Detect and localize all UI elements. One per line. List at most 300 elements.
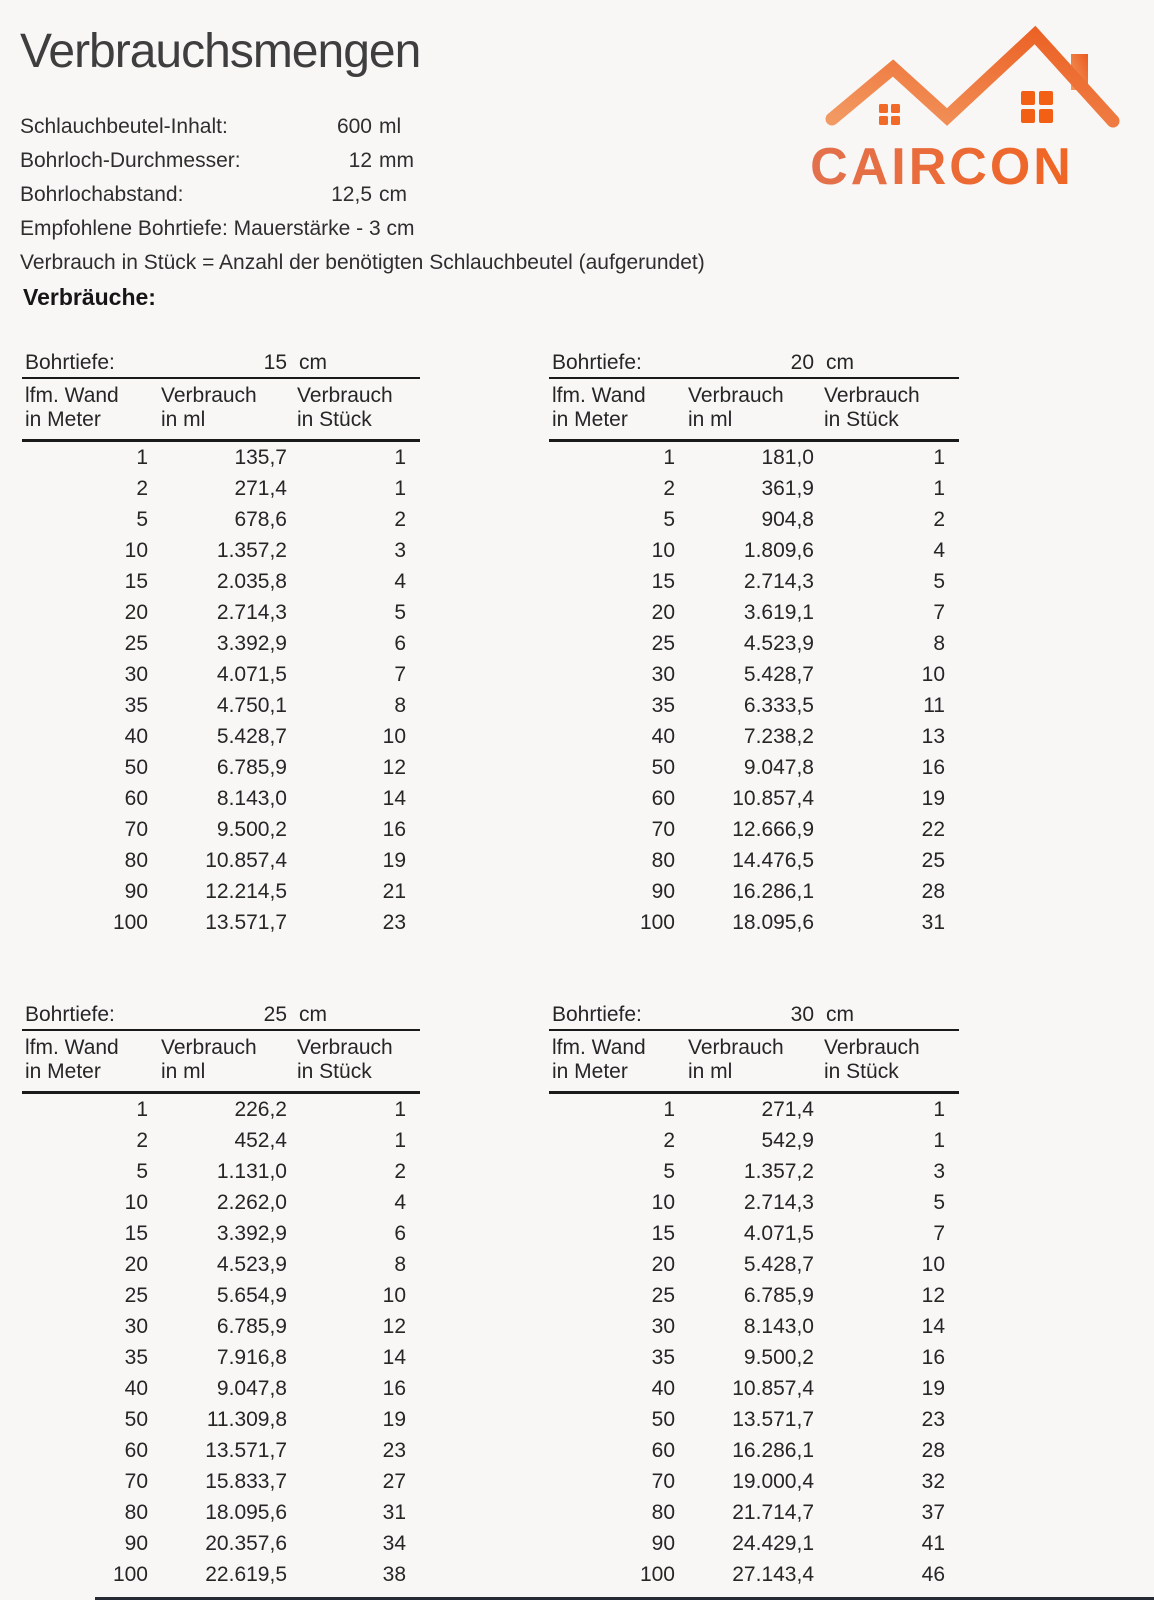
cell-verbrauch-stueck: 7 — [933, 600, 945, 624]
depth-label: Bohrtiefe: — [552, 350, 642, 374]
cell-lfm-wand: 20 — [124, 1252, 148, 1276]
spec-unit: cm — [379, 183, 407, 206]
cell-lfm-wand: 60 — [124, 1438, 148, 1462]
cell-verbrauch-stueck: 1 — [933, 476, 945, 500]
cell-lfm-wand: 50 — [124, 755, 148, 779]
cell-verbrauch-stueck: 5 — [933, 569, 945, 593]
table-row — [549, 1218, 959, 1249]
table-row — [22, 845, 420, 876]
table-row — [22, 1435, 420, 1466]
cell-lfm-wand: 5 — [663, 1159, 675, 1183]
cell-verbrauch-ml: 2.714,3 — [216, 600, 287, 624]
cell-verbrauch-stueck: 7 — [394, 662, 406, 686]
cell-verbrauch-stueck: 19 — [921, 1376, 945, 1400]
cell-verbrauch-ml: 13.571,7 — [732, 1407, 814, 1431]
table-row — [549, 473, 959, 504]
cell-verbrauch-ml: 7.238,2 — [743, 724, 814, 748]
cell-verbrauch-stueck: 12 — [382, 755, 406, 779]
cell-verbrauch-stueck: 31 — [382, 1500, 406, 1524]
column-header: Verbrauch in Stück — [297, 1036, 393, 1083]
cell-verbrauch-stueck: 1 — [933, 1128, 945, 1152]
cell-verbrauch-stueck: 28 — [921, 879, 945, 903]
cell-verbrauch-stueck: 1 — [394, 476, 406, 500]
table-row — [549, 1404, 959, 1435]
cell-verbrauch-ml: 20.357,6 — [205, 1531, 287, 1555]
cell-verbrauch-stueck: 6 — [394, 631, 406, 655]
depth-label: Bohrtiefe: — [25, 1002, 115, 1026]
cell-verbrauch-ml: 4.523,9 — [216, 1252, 287, 1276]
cell-lfm-wand: 10 — [651, 1190, 675, 1214]
table-row — [549, 1156, 959, 1187]
table-row — [22, 1125, 420, 1156]
cell-verbrauch-stueck: 6 — [394, 1221, 406, 1245]
cell-verbrauch-ml: 135,7 — [234, 445, 287, 469]
section-heading: Verbräuche: — [23, 284, 156, 310]
page-title: Verbrauchsmengen — [20, 25, 421, 78]
cell-verbrauch-ml: 2.714,3 — [743, 1190, 814, 1214]
cell-lfm-wand: 15 — [124, 569, 148, 593]
cell-lfm-wand: 25 — [124, 631, 148, 655]
cell-lfm-wand: 50 — [651, 1407, 675, 1431]
big-house-window-icon — [1021, 91, 1053, 123]
cell-lfm-wand: 25 — [651, 1283, 675, 1307]
table-row — [549, 783, 959, 814]
cell-lfm-wand: 50 — [124, 1407, 148, 1431]
consumption-table-30cm — [549, 1000, 959, 1590]
table-row — [549, 907, 959, 938]
column-header-row — [549, 1031, 959, 1094]
cell-verbrauch-ml: 2.262,0 — [216, 1190, 287, 1214]
cell-verbrauch-ml: 19.000,4 — [732, 1469, 814, 1493]
roofline-shape — [832, 35, 1113, 121]
table-row — [549, 1280, 959, 1311]
cell-verbrauch-ml: 4.523,9 — [743, 631, 814, 655]
cell-verbrauch-stueck: 32 — [921, 1469, 945, 1493]
small-house-window-icon — [879, 104, 900, 125]
cell-verbrauch-stueck: 2 — [933, 507, 945, 531]
table-row — [22, 597, 420, 628]
cell-verbrauch-ml: 542,9 — [761, 1128, 814, 1152]
table-row — [22, 1280, 420, 1311]
table-row — [22, 1249, 420, 1280]
cell-verbrauch-ml: 16.286,1 — [732, 1438, 814, 1462]
cell-verbrauch-stueck: 3 — [933, 1159, 945, 1183]
cell-lfm-wand: 20 — [651, 1252, 675, 1276]
cell-verbrauch-ml: 8.143,0 — [216, 786, 287, 810]
column-header: Verbrauch in ml — [161, 1036, 257, 1083]
table-row — [22, 1311, 420, 1342]
cell-verbrauch-stueck: 23 — [921, 1407, 945, 1431]
column-header: Verbrauch in ml — [161, 384, 257, 431]
cell-verbrauch-stueck: 38 — [382, 1562, 406, 1586]
cell-verbrauch-ml: 6.785,9 — [216, 1314, 287, 1338]
column-header: Verbrauch in ml — [688, 384, 784, 431]
cell-lfm-wand: 1 — [136, 445, 148, 469]
cell-lfm-wand: 2 — [663, 476, 675, 500]
cell-verbrauch-ml: 271,4 — [761, 1097, 814, 1121]
cell-lfm-wand: 2 — [663, 1128, 675, 1152]
cell-verbrauch-stueck: 1 — [933, 1097, 945, 1121]
cell-verbrauch-ml: 8.143,0 — [743, 1314, 814, 1338]
table-row — [549, 1435, 959, 1466]
cell-verbrauch-ml: 361,9 — [761, 476, 814, 500]
consumption-table-20cm — [549, 348, 959, 938]
cell-verbrauch-ml: 9.500,2 — [743, 1345, 814, 1369]
consumption-table-25cm — [22, 1000, 420, 1590]
table-row — [22, 659, 420, 690]
table-row — [22, 721, 420, 752]
cell-lfm-wand: 15 — [124, 1221, 148, 1245]
cell-verbrauch-stueck: 12 — [921, 1283, 945, 1307]
cell-verbrauch-stueck: 37 — [921, 1500, 945, 1524]
cell-verbrauch-stueck: 8 — [394, 1252, 406, 1276]
cell-verbrauch-stueck: 2 — [394, 1159, 406, 1183]
table-row — [549, 1249, 959, 1280]
table-row — [549, 1094, 959, 1125]
cell-verbrauch-ml: 226,2 — [234, 1097, 287, 1121]
cell-verbrauch-ml: 1.357,2 — [743, 1159, 814, 1183]
table-row — [549, 814, 959, 845]
cell-verbrauch-stueck: 13 — [921, 724, 945, 748]
cell-lfm-wand: 35 — [651, 693, 675, 717]
cell-verbrauch-stueck: 14 — [921, 1314, 945, 1338]
cell-verbrauch-ml: 14.476,5 — [732, 848, 814, 872]
column-header: Verbrauch in Stück — [297, 384, 393, 431]
table-row — [549, 597, 959, 628]
cell-lfm-wand: 15 — [651, 569, 675, 593]
cell-lfm-wand: 1 — [136, 1097, 148, 1121]
cell-verbrauch-stueck: 16 — [921, 1345, 945, 1369]
table-row — [549, 504, 959, 535]
spec-row — [20, 110, 705, 144]
cell-lfm-wand: 90 — [124, 879, 148, 903]
table-row — [549, 845, 959, 876]
table-row — [549, 1125, 959, 1156]
table-row — [549, 876, 959, 907]
spec-label: Bohrloch-Durchmesser: — [20, 149, 241, 172]
cell-verbrauch-ml: 9.047,8 — [743, 755, 814, 779]
cell-verbrauch-stueck: 22 — [921, 817, 945, 841]
cell-verbrauch-ml: 13.571,7 — [205, 910, 287, 934]
cell-verbrauch-stueck: 19 — [382, 1407, 406, 1431]
cell-verbrauch-ml: 4.750,1 — [216, 693, 287, 717]
cell-lfm-wand: 70 — [124, 817, 148, 841]
table-row — [22, 1466, 420, 1497]
cell-verbrauch-ml: 4.071,5 — [743, 1221, 814, 1245]
cell-verbrauch-stueck: 1 — [394, 1128, 406, 1152]
cell-verbrauch-stueck: 16 — [921, 755, 945, 779]
column-header: lfm. Wand in Meter — [25, 1036, 119, 1083]
cell-verbrauch-ml: 5.654,9 — [216, 1283, 287, 1307]
table-caption-row — [22, 1000, 420, 1031]
cell-verbrauch-ml: 10.857,4 — [732, 786, 814, 810]
cell-verbrauch-stueck: 27 — [382, 1469, 406, 1493]
column-header: Verbrauch in Stück — [824, 384, 920, 431]
note-line: Verbrauch in Stück = Anzahl der benötigten Schlauchbeutel (aufgerundet) — [20, 251, 705, 274]
cell-lfm-wand: 10 — [124, 538, 148, 562]
cell-verbrauch-stueck: 10 — [921, 662, 945, 686]
cell-lfm-wand: 10 — [124, 1190, 148, 1214]
cell-lfm-wand: 60 — [651, 1438, 675, 1462]
spec-unit: ml — [379, 115, 402, 138]
depth-unit: cm — [299, 1002, 327, 1026]
caircon-logo — [740, 18, 1154, 200]
cell-verbrauch-ml: 18.095,6 — [205, 1500, 287, 1524]
cell-verbrauch-stueck: 16 — [382, 1376, 406, 1400]
cell-verbrauch-ml: 1.357,2 — [216, 538, 287, 562]
cell-verbrauch-stueck: 4 — [394, 1190, 406, 1214]
cell-lfm-wand: 2 — [136, 1128, 148, 1152]
cell-verbrauch-ml: 271,4 — [234, 476, 287, 500]
table-row — [549, 1466, 959, 1497]
cell-lfm-wand: 70 — [651, 1469, 675, 1493]
cell-lfm-wand: 100 — [112, 910, 148, 934]
table-row — [22, 1187, 420, 1218]
depth-value: 20 — [790, 350, 814, 374]
cell-verbrauch-stueck: 10 — [382, 1283, 406, 1307]
column-header-row — [549, 379, 959, 442]
table-row — [22, 535, 420, 566]
cell-verbrauch-ml: 12.214,5 — [205, 879, 287, 903]
cell-verbrauch-stueck: 31 — [921, 910, 945, 934]
table-row — [22, 1404, 420, 1435]
spec-row — [20, 178, 705, 212]
table-row — [549, 1342, 959, 1373]
table-row — [549, 442, 959, 473]
cell-verbrauch-ml: 12.666,9 — [732, 817, 814, 841]
cell-lfm-wand: 30 — [651, 1314, 675, 1338]
cell-verbrauch-ml: 4.071,5 — [216, 662, 287, 686]
depth-value: 25 — [263, 1002, 287, 1026]
cell-verbrauch-stueck: 10 — [921, 1252, 945, 1276]
depth-unit: cm — [826, 1002, 854, 1026]
table-row — [22, 1528, 420, 1559]
cell-verbrauch-ml: 16.286,1 — [732, 879, 814, 903]
table-caption-row — [22, 348, 420, 379]
cell-verbrauch-stueck: 14 — [382, 786, 406, 810]
cell-lfm-wand: 40 — [651, 1376, 675, 1400]
table-row — [549, 1559, 959, 1590]
cell-verbrauch-stueck: 34 — [382, 1531, 406, 1555]
cell-verbrauch-ml: 6.333,5 — [743, 693, 814, 717]
cell-verbrauch-ml: 5.428,7 — [743, 662, 814, 686]
cell-verbrauch-stueck: 8 — [933, 631, 945, 655]
column-header: Verbrauch in Stück — [824, 1036, 920, 1083]
spec-value: 600 — [336, 115, 372, 138]
table-row — [549, 1528, 959, 1559]
cell-verbrauch-stueck: 8 — [394, 693, 406, 717]
table-row — [22, 566, 420, 597]
cell-verbrauch-stueck: 11 — [923, 693, 945, 717]
cell-lfm-wand: 50 — [651, 755, 675, 779]
table-row — [549, 659, 959, 690]
table-row — [22, 1094, 420, 1125]
cell-verbrauch-ml: 5.428,7 — [743, 1252, 814, 1276]
table-row — [22, 1218, 420, 1249]
cell-verbrauch-stueck: 1 — [933, 445, 945, 469]
cell-lfm-wand: 30 — [124, 1314, 148, 1338]
cell-lfm-wand: 90 — [651, 879, 675, 903]
cell-lfm-wand: 80 — [651, 848, 675, 872]
cell-lfm-wand: 30 — [124, 662, 148, 686]
column-header-row — [22, 1031, 420, 1094]
cell-verbrauch-stueck: 1 — [394, 1097, 406, 1121]
cell-verbrauch-ml: 10.857,4 — [205, 848, 287, 872]
cell-verbrauch-ml: 1.809,6 — [743, 538, 814, 562]
table-row — [549, 566, 959, 597]
cell-lfm-wand: 1 — [663, 1097, 675, 1121]
cell-verbrauch-stueck: 23 — [382, 910, 406, 934]
depth-label: Bohrtiefe: — [25, 350, 115, 374]
spec-label: Schlauchbeutel-Inhalt: — [20, 115, 228, 138]
depth-value: 30 — [790, 1002, 814, 1026]
cell-lfm-wand: 40 — [651, 724, 675, 748]
spec-value: 12 — [348, 149, 372, 172]
table-row — [22, 814, 420, 845]
cell-lfm-wand: 70 — [124, 1469, 148, 1493]
cell-verbrauch-stueck: 1 — [394, 445, 406, 469]
cell-verbrauch-stueck: 19 — [921, 786, 945, 810]
table-row — [549, 690, 959, 721]
cell-verbrauch-ml: 24.429,1 — [732, 1531, 814, 1555]
cell-lfm-wand: 10 — [651, 538, 675, 562]
cell-lfm-wand: 5 — [663, 507, 675, 531]
spec-row — [20, 144, 705, 178]
cell-verbrauch-stueck: 14 — [382, 1345, 406, 1369]
cell-verbrauch-ml: 3.392,9 — [216, 1221, 287, 1245]
cell-verbrauch-ml: 181,0 — [761, 445, 814, 469]
cell-verbrauch-stueck: 23 — [382, 1438, 406, 1462]
cell-lfm-wand: 25 — [124, 1283, 148, 1307]
cell-lfm-wand: 35 — [124, 1345, 148, 1369]
column-header: lfm. Wand in Meter — [552, 384, 646, 431]
column-header: Verbrauch in ml — [688, 1036, 784, 1083]
cell-lfm-wand: 40 — [124, 1376, 148, 1400]
cell-lfm-wand: 90 — [651, 1531, 675, 1555]
table-row — [22, 876, 420, 907]
table-caption-row — [549, 1000, 959, 1031]
cell-verbrauch-stueck: 41 — [921, 1531, 945, 1555]
cell-verbrauch-ml: 10.857,4 — [732, 1376, 814, 1400]
cell-verbrauch-stueck: 7 — [933, 1221, 945, 1245]
cell-verbrauch-ml: 452,4 — [234, 1128, 287, 1152]
cell-verbrauch-ml: 2.714,3 — [743, 569, 814, 593]
cell-verbrauch-ml: 21.714,7 — [732, 1500, 814, 1524]
cell-lfm-wand: 35 — [124, 693, 148, 717]
consumption-table-15cm — [22, 348, 420, 938]
cell-lfm-wand: 40 — [124, 724, 148, 748]
cell-verbrauch-stueck: 5 — [933, 1190, 945, 1214]
table-row — [549, 1373, 959, 1404]
table-row — [22, 752, 420, 783]
cell-verbrauch-ml: 9.047,8 — [216, 1376, 287, 1400]
table-row — [549, 628, 959, 659]
depth-unit: cm — [299, 350, 327, 374]
column-header: lfm. Wand in Meter — [552, 1036, 646, 1083]
cell-lfm-wand: 5 — [136, 1159, 148, 1183]
cell-verbrauch-stueck: 10 — [382, 724, 406, 748]
cell-verbrauch-stueck: 5 — [394, 600, 406, 624]
cell-lfm-wand: 90 — [124, 1531, 148, 1555]
table-row — [549, 1311, 959, 1342]
cell-verbrauch-ml: 27.143,4 — [732, 1562, 814, 1586]
column-header: lfm. Wand in Meter — [25, 384, 119, 431]
cell-lfm-wand: 20 — [651, 600, 675, 624]
cell-verbrauch-stueck: 46 — [921, 1562, 945, 1586]
table-row — [549, 721, 959, 752]
logo-brand-text: CAIRCON — [810, 138, 1074, 196]
column-header-row — [22, 379, 420, 442]
depth-label: Bohrtiefe: — [552, 1002, 642, 1026]
cell-verbrauch-stueck: 28 — [921, 1438, 945, 1462]
cell-lfm-wand: 2 — [136, 476, 148, 500]
table-row — [22, 783, 420, 814]
table-row — [22, 1156, 420, 1187]
cell-verbrauch-ml: 6.785,9 — [743, 1283, 814, 1307]
cell-verbrauch-ml: 5.428,7 — [216, 724, 287, 748]
cell-verbrauch-ml: 7.916,8 — [216, 1345, 287, 1369]
cell-verbrauch-stueck: 4 — [394, 569, 406, 593]
table-row — [549, 1187, 959, 1218]
cell-verbrauch-ml: 3.392,9 — [216, 631, 287, 655]
cell-lfm-wand: 60 — [651, 786, 675, 810]
table-row — [22, 504, 420, 535]
cell-verbrauch-ml: 678,6 — [234, 507, 287, 531]
table-row — [549, 535, 959, 566]
cell-lfm-wand: 20 — [124, 600, 148, 624]
note-line: Empfohlene Bohrtiefe: Mauerstärke - 3 cm — [20, 217, 415, 240]
cell-verbrauch-ml: 1.131,0 — [216, 1159, 287, 1183]
cell-verbrauch-stueck: 3 — [394, 538, 406, 562]
cell-verbrauch-ml: 6.785,9 — [216, 755, 287, 779]
cell-lfm-wand: 15 — [651, 1221, 675, 1245]
cell-lfm-wand: 30 — [651, 662, 675, 686]
cell-lfm-wand: 80 — [651, 1500, 675, 1524]
cell-lfm-wand: 1 — [663, 445, 675, 469]
table-row — [549, 1497, 959, 1528]
table-row — [22, 1342, 420, 1373]
cell-verbrauch-ml: 9.500,2 — [216, 817, 287, 841]
table-row — [22, 1497, 420, 1528]
cell-verbrauch-stueck: 25 — [921, 848, 945, 872]
cell-lfm-wand: 60 — [124, 786, 148, 810]
table-caption-row — [549, 348, 959, 379]
cell-verbrauch-ml: 22.619,5 — [205, 1562, 287, 1586]
spec-unit: mm — [379, 149, 414, 172]
table-row — [22, 690, 420, 721]
cell-lfm-wand: 100 — [639, 1562, 675, 1586]
cell-verbrauch-stueck: 19 — [382, 848, 406, 872]
cell-lfm-wand: 35 — [651, 1345, 675, 1369]
cell-lfm-wand: 80 — [124, 1500, 148, 1524]
table-row — [22, 628, 420, 659]
cell-verbrauch-ml: 18.095,6 — [732, 910, 814, 934]
table-row — [22, 473, 420, 504]
cell-verbrauch-stueck: 2 — [394, 507, 406, 531]
table-row — [22, 1559, 420, 1590]
spec-label: Bohrlochabstand: — [20, 183, 184, 206]
cell-verbrauch-ml: 13.571,7 — [205, 1438, 287, 1462]
spec-value: 12,5 — [331, 183, 372, 206]
depth-value: 15 — [263, 350, 287, 374]
table-row — [22, 442, 420, 473]
depth-unit: cm — [826, 350, 854, 374]
cell-verbrauch-stueck: 21 — [382, 879, 406, 903]
cell-verbrauch-stueck: 4 — [933, 538, 945, 562]
cell-verbrauch-stueck: 12 — [382, 1314, 406, 1338]
cell-lfm-wand: 100 — [639, 910, 675, 934]
cell-verbrauch-ml: 904,8 — [761, 507, 814, 531]
